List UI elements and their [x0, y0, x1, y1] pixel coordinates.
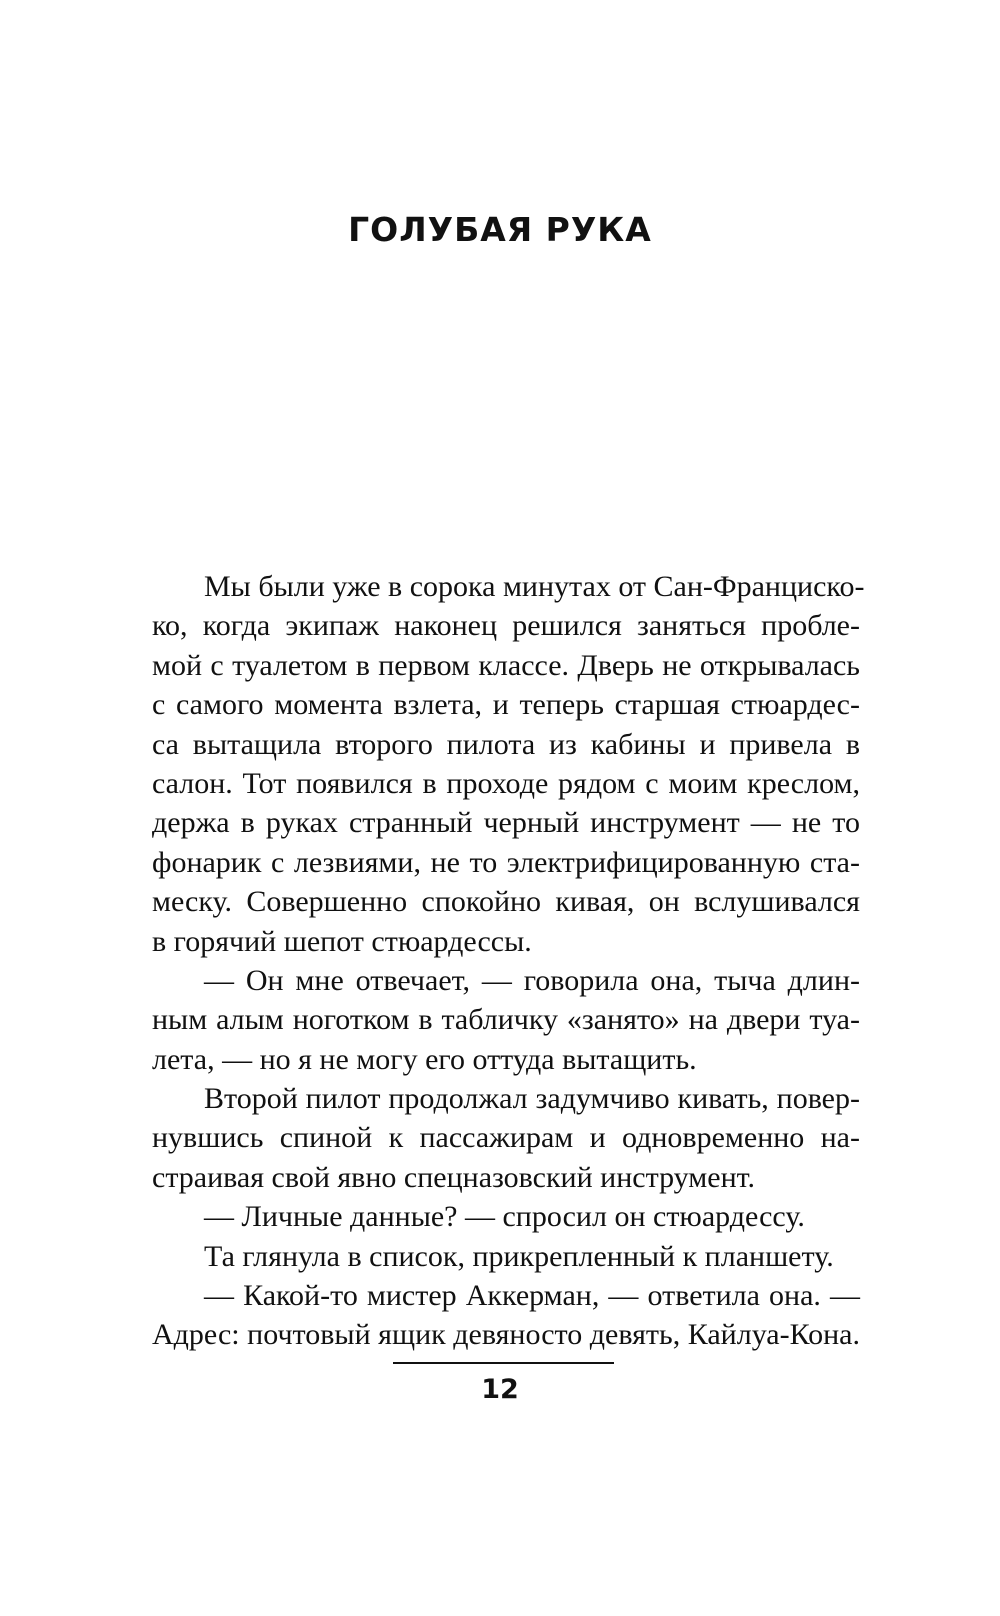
- text-line: Та глянула в список, прикрепленный к планшету.: [204, 1239, 834, 1273]
- text-line: салон. Тот появился в проходе рядом с моим креслом,: [152, 766, 860, 800]
- text-line: ко, когда экипаж наконец решился заняться пробле-: [152, 609, 860, 643]
- text-line: держа в руках странный черный инструмент — не то: [152, 806, 860, 840]
- footer-divider: [393, 1362, 614, 1364]
- text-line: — Какой-то мистер Аккерман, — ответила она. —: [204, 1279, 860, 1313]
- text-line: лета, — но я не могу его оттуда вытащить.: [152, 1042, 697, 1076]
- page-number: 12: [481, 1374, 519, 1405]
- text-line: Адрес: почтовый ящик девяносто девять, Кайлуа-Кона.: [152, 1318, 860, 1352]
- text-line: нувшись спиной к пассажирам и одновременно на-: [152, 1121, 860, 1155]
- text-line: ным алым ноготком в табличку «занято» на двери туа-: [152, 1003, 860, 1037]
- body-text: [152, 567, 865, 1355]
- text-line: — Личные данные? — спросил он стюардессу.: [204, 1200, 805, 1234]
- text-line: мой с туалетом в первом классе. Дверь не открывалась: [152, 648, 860, 682]
- text-line: Мы были уже в сорока минутах от Сан-Франциско-: [204, 570, 865, 603]
- text-line: са вытащила второго пилота из кабины и привела в: [152, 727, 860, 761]
- text-line: с самого момента взлета, и теперь старшая стюардес-: [152, 688, 860, 722]
- text-line: Второй пилот продолжал задумчиво кивать, повер-: [204, 1082, 860, 1116]
- text-line: меску. Совершенно спокойно кивая, он вслушивался: [152, 885, 860, 919]
- chapter-title: ГОЛУБАЯ РУКА: [348, 210, 652, 249]
- text-line: фонарик с лезвиями, не то электрифицированную ста-: [152, 845, 860, 879]
- text-line: — Он мне отвечает, — говорила она, тыча длин-: [204, 963, 860, 997]
- text-line: страивая свой явно спецназовский инструмент.: [152, 1160, 755, 1194]
- text-line: в горячий шепот стюардессы.: [152, 924, 532, 958]
